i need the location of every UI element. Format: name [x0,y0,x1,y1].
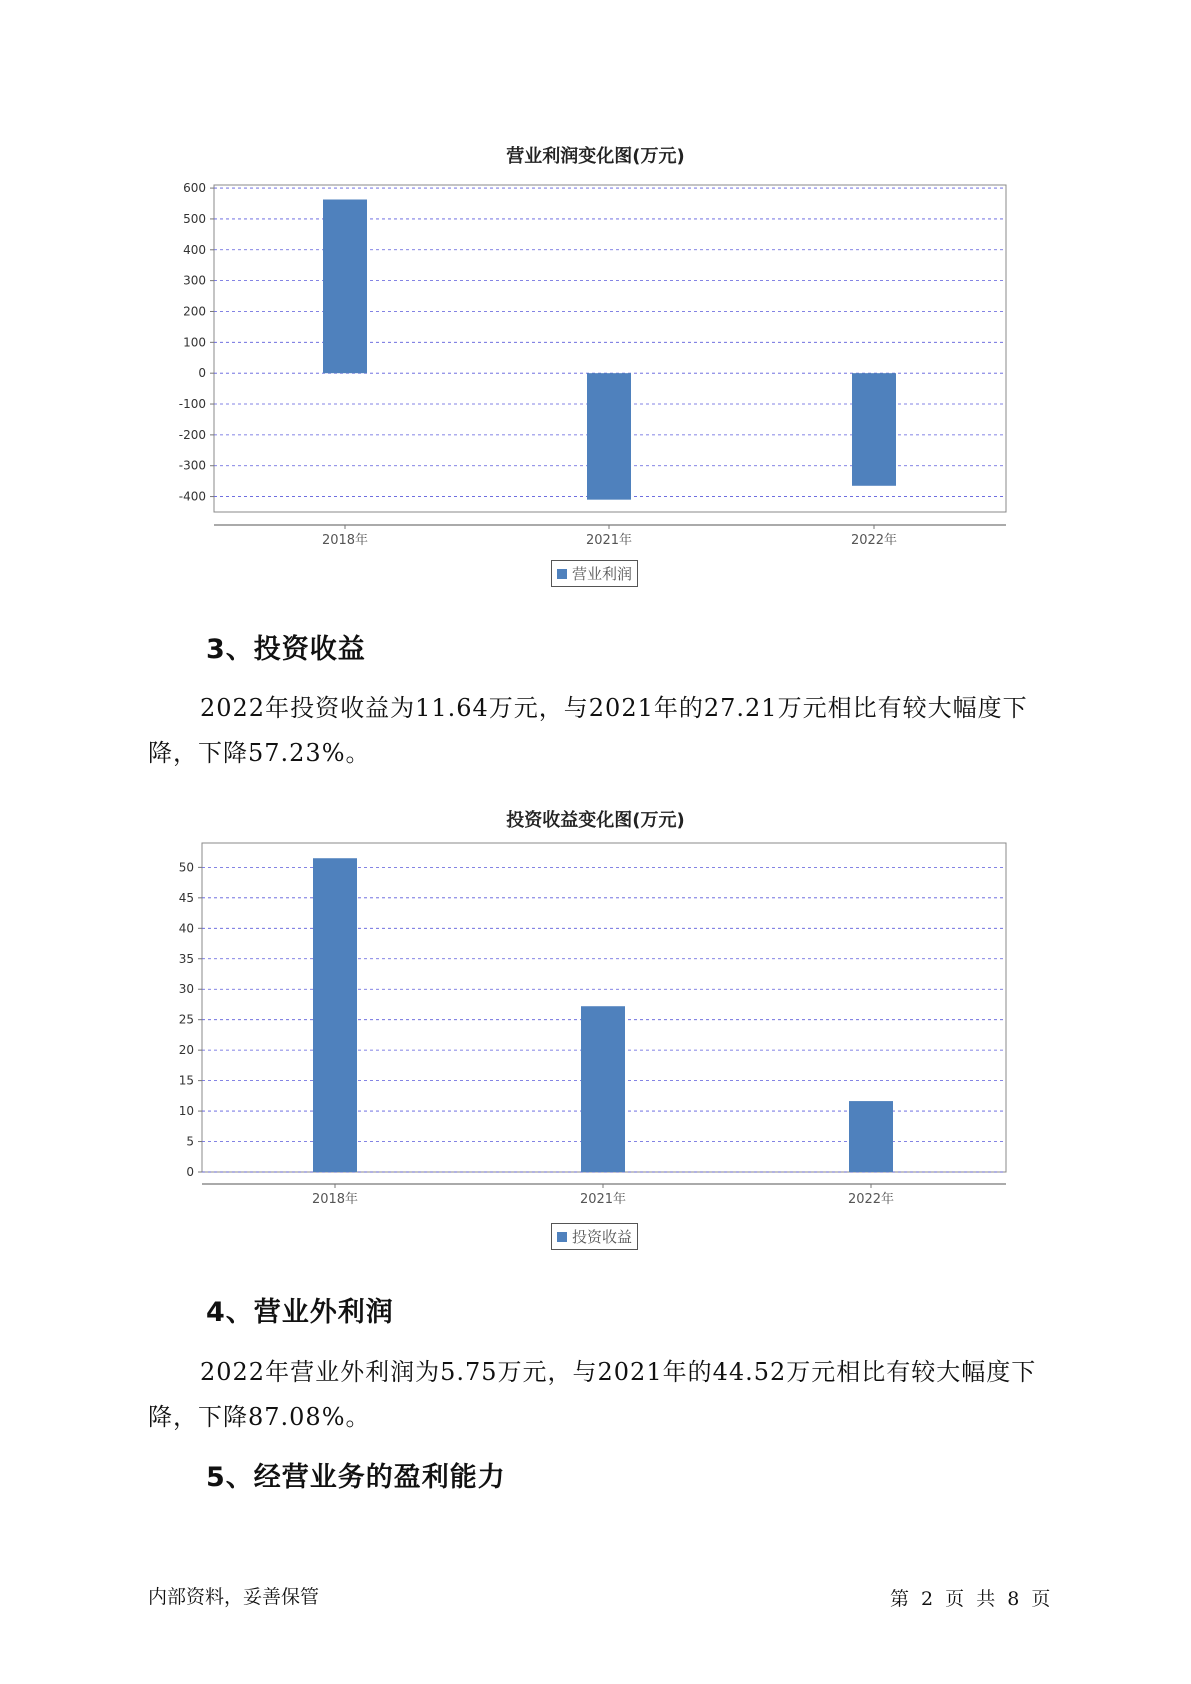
y-tick-label: 35 [178,951,194,966]
y-tick-label: 15 [178,1073,194,1088]
x-tick-label: 2021年 [579,1192,627,1207]
operating-profit-chart-title: 营业利润变化图(万元) [506,146,685,167]
section-heading-non-operating: 4、营业外利润 [206,1297,394,1328]
paragraph-non-operating: 2022年营业外利润为5.75万元，与2021年的44.52万元相比有较大幅度下降，下降87.08%。 [148,1358,1037,1431]
y-tick-label: 25 [178,1012,194,1027]
x-tick-label: 2022年 [847,1192,895,1207]
bar-2021年 [581,1006,625,1172]
y-tick-label: 400 [183,242,206,257]
y-tick-label: 500 [183,211,206,226]
y-tick-label: 40 [178,921,194,936]
y-tick-label: 20 [178,1043,194,1058]
y-tick-label: -200 [178,427,206,442]
y-tick-label: 0 [198,366,206,381]
y-tick-label: 200 [183,304,206,319]
legend-label: 营业利润 [572,565,633,583]
y-tick-label: 10 [178,1104,194,1119]
section-heading-investment: 3、投资收益 [206,634,366,665]
y-tick-label: 45 [178,890,194,905]
y-tick-label: -100 [178,397,206,412]
y-tick-label: 100 [183,335,206,350]
section-heading-business-profitability: 5、经营业务的盈利能力 [206,1462,506,1493]
paragraph-investment: 2022年投资收益为11.64万元，与2021年的27.21万元相比有较大幅度下降，下降57.23%。 [148,694,1028,767]
y-tick-label: 30 [178,982,194,997]
x-tick-label: 2022年 [850,533,898,548]
footer-page-number: 第 2 页 共 8 页 [890,1588,1051,1610]
y-tick-label: 600 [183,181,206,196]
investment-income-legend [551,1223,638,1250]
x-tick-label: 2021年 [585,533,633,548]
y-tick-label: 50 [178,860,194,875]
x-tick-label: 2018年 [311,1192,359,1207]
investment-income-chart-title: 投资收益变化图(万元) [506,810,685,831]
bar-2018年 [313,858,357,1172]
y-tick-label: 5 [186,1134,194,1149]
x-tick-label: 2018年 [321,533,369,548]
footer-confidential-note: 内部资料，妥善保管 [148,1586,320,1608]
bar-2022年 [849,1101,893,1172]
legend-swatch-icon [557,1232,567,1242]
y-tick-label: -300 [178,458,206,473]
legend-label: 投资收益 [572,1228,633,1246]
y-tick-label: 0 [186,1165,194,1179]
y-tick-label: 300 [183,273,206,288]
y-tick-label: -400 [178,489,206,504]
